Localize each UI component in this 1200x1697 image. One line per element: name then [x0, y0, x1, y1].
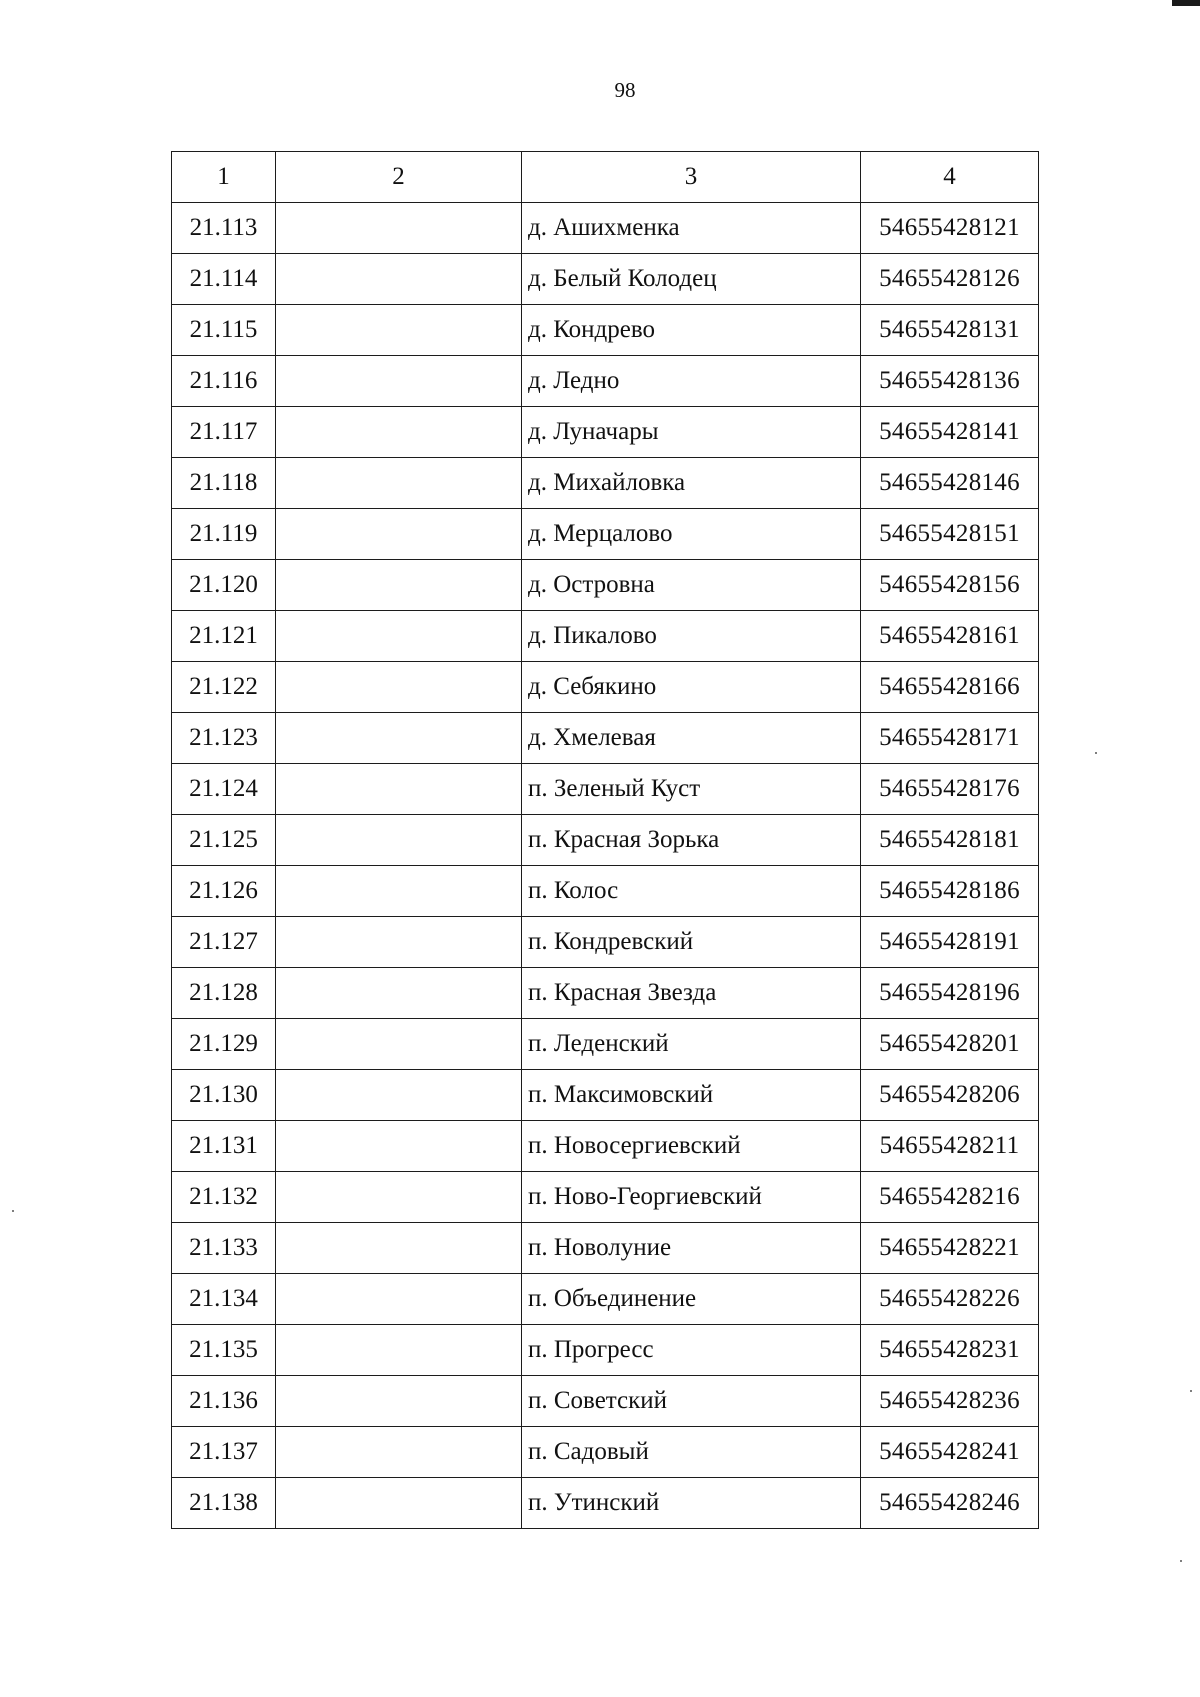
row-col2-cell: [276, 713, 522, 764]
settlement-name-cell: п. Красная Зорька: [522, 815, 861, 866]
header-cell-3: 3: [522, 152, 861, 203]
settlement-name-cell: п. Колос: [522, 866, 861, 917]
oktmo-code-cell: 54655428186: [861, 866, 1039, 917]
oktmo-code-cell: 54655428131: [861, 305, 1039, 356]
row-col2-cell: [276, 662, 522, 713]
row-number-cell: 21.122: [172, 662, 276, 713]
settlement-name-cell: п. Максимовский: [522, 1070, 861, 1121]
settlement-name-cell: д. Себякино: [522, 662, 861, 713]
oktmo-code-cell: 54655428206: [861, 1070, 1039, 1121]
row-col2-cell: [276, 1427, 522, 1478]
row-col2-cell: [276, 356, 522, 407]
row-number-cell: 21.120: [172, 560, 276, 611]
oktmo-code-cell: 54655428216: [861, 1172, 1039, 1223]
settlement-name-cell: д. Михайловка: [522, 458, 861, 509]
settlement-name-cell: д. Ледно: [522, 356, 861, 407]
row-col2-cell: [276, 1376, 522, 1427]
settlement-name-cell: д. Мерцалово: [522, 509, 861, 560]
settlements-table: [171, 151, 1039, 1529]
oktmo-code-cell: 54655428226: [861, 1274, 1039, 1325]
table-row: [172, 1427, 1039, 1478]
table-body: [172, 152, 1039, 1529]
oktmo-code-cell: 54655428236: [861, 1376, 1039, 1427]
row-number-cell: 21.128: [172, 968, 276, 1019]
row-col2-cell: [276, 1223, 522, 1274]
row-number-cell: 21.138: [172, 1478, 276, 1529]
row-number-cell: 21.113: [172, 203, 276, 254]
row-col2-cell: [276, 509, 522, 560]
table-row: [172, 713, 1039, 764]
page-number: 98: [614, 78, 636, 102]
table-row: [172, 560, 1039, 611]
row-col2-cell: [276, 254, 522, 305]
row-number-cell: 21.127: [172, 917, 276, 968]
scan-speck: [1190, 1390, 1192, 1392]
table-row: [172, 254, 1039, 305]
table-row: [172, 662, 1039, 713]
oktmo-code-cell: 54655428191: [861, 917, 1039, 968]
row-col2-cell: [276, 968, 522, 1019]
settlement-name-cell: п. Новосергиевский: [522, 1121, 861, 1172]
row-number-cell: 21.119: [172, 509, 276, 560]
row-col2-cell: [276, 866, 522, 917]
settlement-name-cell: п. Кондревский: [522, 917, 861, 968]
table-row: [172, 458, 1039, 509]
settlement-name-cell: п. Прогресс: [522, 1325, 861, 1376]
row-col2-cell: [276, 203, 522, 254]
row-number-cell: 21.131: [172, 1121, 276, 1172]
settlement-name-cell: д. Пикалово: [522, 611, 861, 662]
row-col2-cell: [276, 764, 522, 815]
row-col2-cell: [276, 1325, 522, 1376]
oktmo-code-cell: 54655428136: [861, 356, 1039, 407]
settlement-name-cell: д. Ашихменка: [522, 203, 861, 254]
oktmo-code-cell: 54655428151: [861, 509, 1039, 560]
settlement-name-cell: п. Утинский: [522, 1478, 861, 1529]
row-col2-cell: [276, 815, 522, 866]
table-row: [172, 1325, 1039, 1376]
oktmo-code-cell: 54655428201: [861, 1019, 1039, 1070]
settlement-name-cell: п. Леденский: [522, 1019, 861, 1070]
oktmo-code-cell: 54655428161: [861, 611, 1039, 662]
settlement-name-cell: п. Красная Звезда: [522, 968, 861, 1019]
settlement-name-cell: д. Островна: [522, 560, 861, 611]
settlement-name-cell: п. Садовый: [522, 1427, 861, 1478]
table-row: [172, 356, 1039, 407]
oktmo-code-cell: 54655428126: [861, 254, 1039, 305]
row-number-cell: 21.134: [172, 1274, 276, 1325]
row-col2-cell: [276, 1019, 522, 1070]
row-number-cell: 21.121: [172, 611, 276, 662]
row-col2-cell: [276, 407, 522, 458]
table-row: [172, 407, 1039, 458]
oktmo-code-cell: 54655428221: [861, 1223, 1039, 1274]
row-col2-cell: [276, 1121, 522, 1172]
row-col2-cell: [276, 1070, 522, 1121]
oktmo-code-cell: 54655428231: [861, 1325, 1039, 1376]
row-number-cell: 21.123: [172, 713, 276, 764]
row-number-cell: 21.124: [172, 764, 276, 815]
row-col2-cell: [276, 560, 522, 611]
row-number-cell: 21.136: [172, 1376, 276, 1427]
table-row: [172, 1274, 1039, 1325]
row-col2-cell: [276, 917, 522, 968]
row-col2-cell: [276, 1478, 522, 1529]
settlement-name-cell: д. Луначары: [522, 407, 861, 458]
header-cell-2: 2: [276, 152, 522, 203]
oktmo-code-cell: 54655428121: [861, 203, 1039, 254]
settlement-name-cell: д. Белый Колодец: [522, 254, 861, 305]
oktmo-code-cell: 54655428171: [861, 713, 1039, 764]
row-col2-cell: [276, 1172, 522, 1223]
table-row: [172, 1121, 1039, 1172]
row-number-cell: 21.115: [172, 305, 276, 356]
header-cell-4: 4: [861, 152, 1039, 203]
row-number-cell: 21.117: [172, 407, 276, 458]
table-row: [172, 1070, 1039, 1121]
row-col2-cell: [276, 458, 522, 509]
table-row: [172, 305, 1039, 356]
oktmo-code-cell: 54655428166: [861, 662, 1039, 713]
row-number-cell: 21.133: [172, 1223, 276, 1274]
table-row: [172, 815, 1039, 866]
row-number-cell: 21.130: [172, 1070, 276, 1121]
table-row: [172, 866, 1039, 917]
header-cell-1: 1: [172, 152, 276, 203]
table-row: [172, 1376, 1039, 1427]
settlement-name-cell: п. Ново-Георгиевский: [522, 1172, 861, 1223]
settlement-name-cell: п. Советский: [522, 1376, 861, 1427]
table-header-row: [172, 152, 1039, 203]
oktmo-code-cell: 54655428246: [861, 1478, 1039, 1529]
table-row: [172, 764, 1039, 815]
oktmo-code-cell: 54655428176: [861, 764, 1039, 815]
settlement-name-cell: п. Зеленый Куст: [522, 764, 861, 815]
row-number-cell: 21.132: [172, 1172, 276, 1223]
oktmo-code-cell: 54655428196: [861, 968, 1039, 1019]
table-row: [172, 1223, 1039, 1274]
row-number-cell: 21.114: [172, 254, 276, 305]
scan-speck: [1180, 1560, 1182, 1562]
table-row: [172, 968, 1039, 1019]
settlement-name-cell: д. Хмелевая: [522, 713, 861, 764]
oktmo-code-cell: 54655428146: [861, 458, 1039, 509]
oktmo-code-cell: 54655428241: [861, 1427, 1039, 1478]
oktmo-code-cell: 54655428156: [861, 560, 1039, 611]
row-col2-cell: [276, 1274, 522, 1325]
settlement-name-cell: п. Новолуние: [522, 1223, 861, 1274]
scan-corner-mark: [1172, 0, 1200, 6]
table-row: [172, 1478, 1039, 1529]
row-number-cell: 21.135: [172, 1325, 276, 1376]
row-col2-cell: [276, 305, 522, 356]
row-number-cell: 21.137: [172, 1427, 276, 1478]
oktmo-code-cell: 54655428141: [861, 407, 1039, 458]
settlement-name-cell: д. Кондрево: [522, 305, 861, 356]
table-row: [172, 509, 1039, 560]
settlement-name-cell: п. Объединение: [522, 1274, 861, 1325]
scan-speck: [12, 1210, 14, 1212]
scan-speck: [1095, 752, 1097, 754]
row-number-cell: 21.118: [172, 458, 276, 509]
row-number-cell: 21.116: [172, 356, 276, 407]
row-number-cell: 21.125: [172, 815, 276, 866]
table-row: [172, 1019, 1039, 1070]
table-row: [172, 203, 1039, 254]
row-number-cell: 21.126: [172, 866, 276, 917]
oktmo-code-cell: 54655428211: [861, 1121, 1039, 1172]
table-row: [172, 611, 1039, 662]
table-row: [172, 917, 1039, 968]
table-row: [172, 1172, 1039, 1223]
oktmo-code-cell: 54655428181: [861, 815, 1039, 866]
row-number-cell: 21.129: [172, 1019, 276, 1070]
row-col2-cell: [276, 611, 522, 662]
